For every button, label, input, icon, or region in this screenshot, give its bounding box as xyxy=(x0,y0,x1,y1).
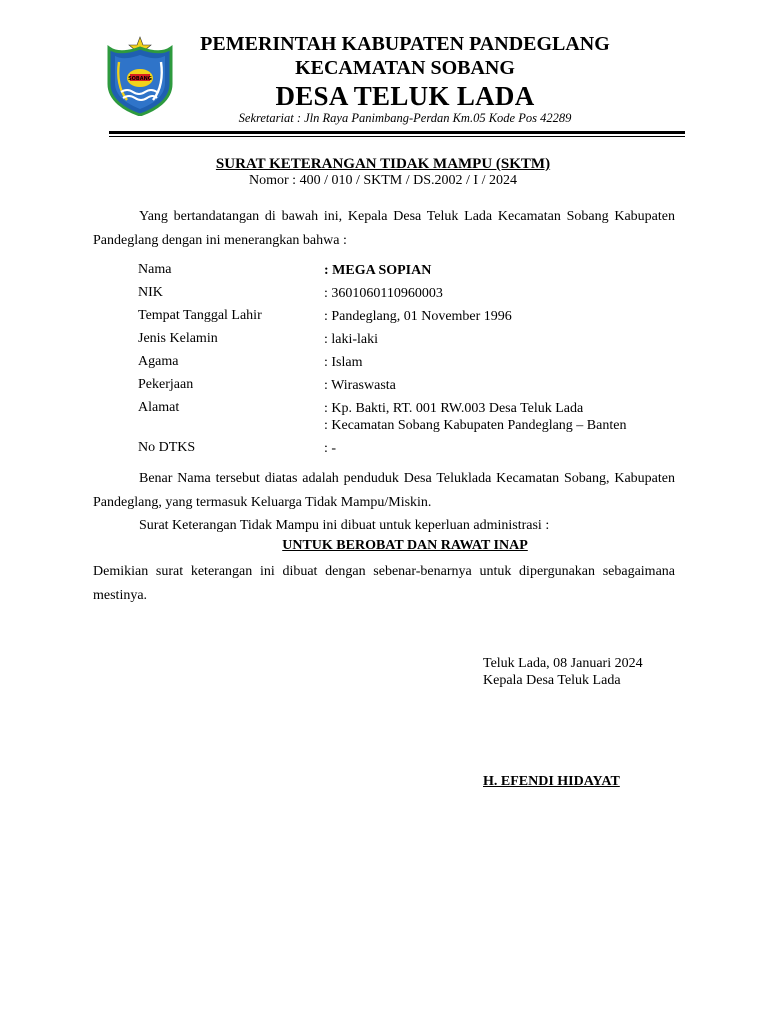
field-label: Agama xyxy=(138,354,179,369)
field-label: Nama xyxy=(138,262,172,277)
letterhead-divider-thin xyxy=(109,136,685,137)
field-value: : Pandeglang, 01 November 1996 xyxy=(324,309,512,324)
field-value xyxy=(324,400,626,434)
statement-paragraph: Benar Nama tersebut diatas adalah penduduk Desa Teluklada Kecamatan Sobang, Kabupaten Pandeglang, yang termasuk Keluarga Tidak Mampu/Miskin. xyxy=(93,471,675,510)
closing-paragraph: Demikian surat keterangan ini dibuat dengan sebenar-benarnya untuk dipergunakan sebagaimana mestinya. xyxy=(93,564,675,603)
field-value: : Islam xyxy=(324,355,363,370)
signature-place-date: Teluk Lada, 08 Januari 2024 xyxy=(483,656,643,671)
purpose-text: UNTUK BEROBAT DAN RAWAT INAP xyxy=(282,538,528,553)
letterhead-address: Sekretariat : Jln Raya Panimbang-Perdan Km.05 Kode Pos 42289 xyxy=(238,111,572,125)
document-number: Nomor : 400 / 010 / SKTM / DS.2002 / I / 2024 xyxy=(249,173,517,188)
signature-position: Kepala Desa Teluk Lada xyxy=(483,673,621,688)
intro-paragraph: Yang bertandatangan di bawah ini, Kepala Desa Teluk Lada Kecamatan Sobang Kabupaten Pandeglang dengan ini menerangkan bahwa : xyxy=(93,209,675,248)
svg-text:SOBANG: SOBANG xyxy=(128,76,152,82)
field-label: Pekerjaan xyxy=(138,377,194,392)
letterhead-village: DESA TELUK LADA xyxy=(275,81,535,111)
field-value: : 3601060110960003 xyxy=(324,286,443,301)
field-label: Tempat Tanggal Lahir xyxy=(138,308,262,323)
field-label: No DTKS xyxy=(138,440,196,455)
field-value: : Wiraswasta xyxy=(324,378,396,393)
field-value: : laki-laki xyxy=(324,332,379,347)
field-label: Jenis Kelamin xyxy=(138,331,218,346)
letterhead-government: PEMERINTAH KABUPATEN PANDEGLANG xyxy=(200,33,610,55)
address-line-1: : Kp. Bakti, RT. 001 RW.003 Desa Teluk Lada xyxy=(324,401,584,416)
field-label: NIK xyxy=(138,285,163,300)
letterhead-district: KECAMATAN SOBANG xyxy=(295,57,515,79)
field-value: : MEGA SOPIAN xyxy=(324,263,432,278)
letterhead-divider-thick xyxy=(109,131,685,134)
signature-name: H. EFENDI HIDAYAT xyxy=(483,774,620,789)
field-label: Alamat xyxy=(138,400,180,415)
field-value: : - xyxy=(324,441,337,456)
document-title: SURAT KETERANGAN TIDAK MAMPU (SKTM) xyxy=(215,156,551,172)
purpose-intro: Surat Keterangan Tidak Mampu ini dibuat untuk keperluan administrasi : xyxy=(139,518,550,533)
address-line-2: : Kecamatan Sobang Kabupaten Pandeglang – Banten xyxy=(324,418,627,433)
village-emblem-logo xyxy=(103,36,177,116)
